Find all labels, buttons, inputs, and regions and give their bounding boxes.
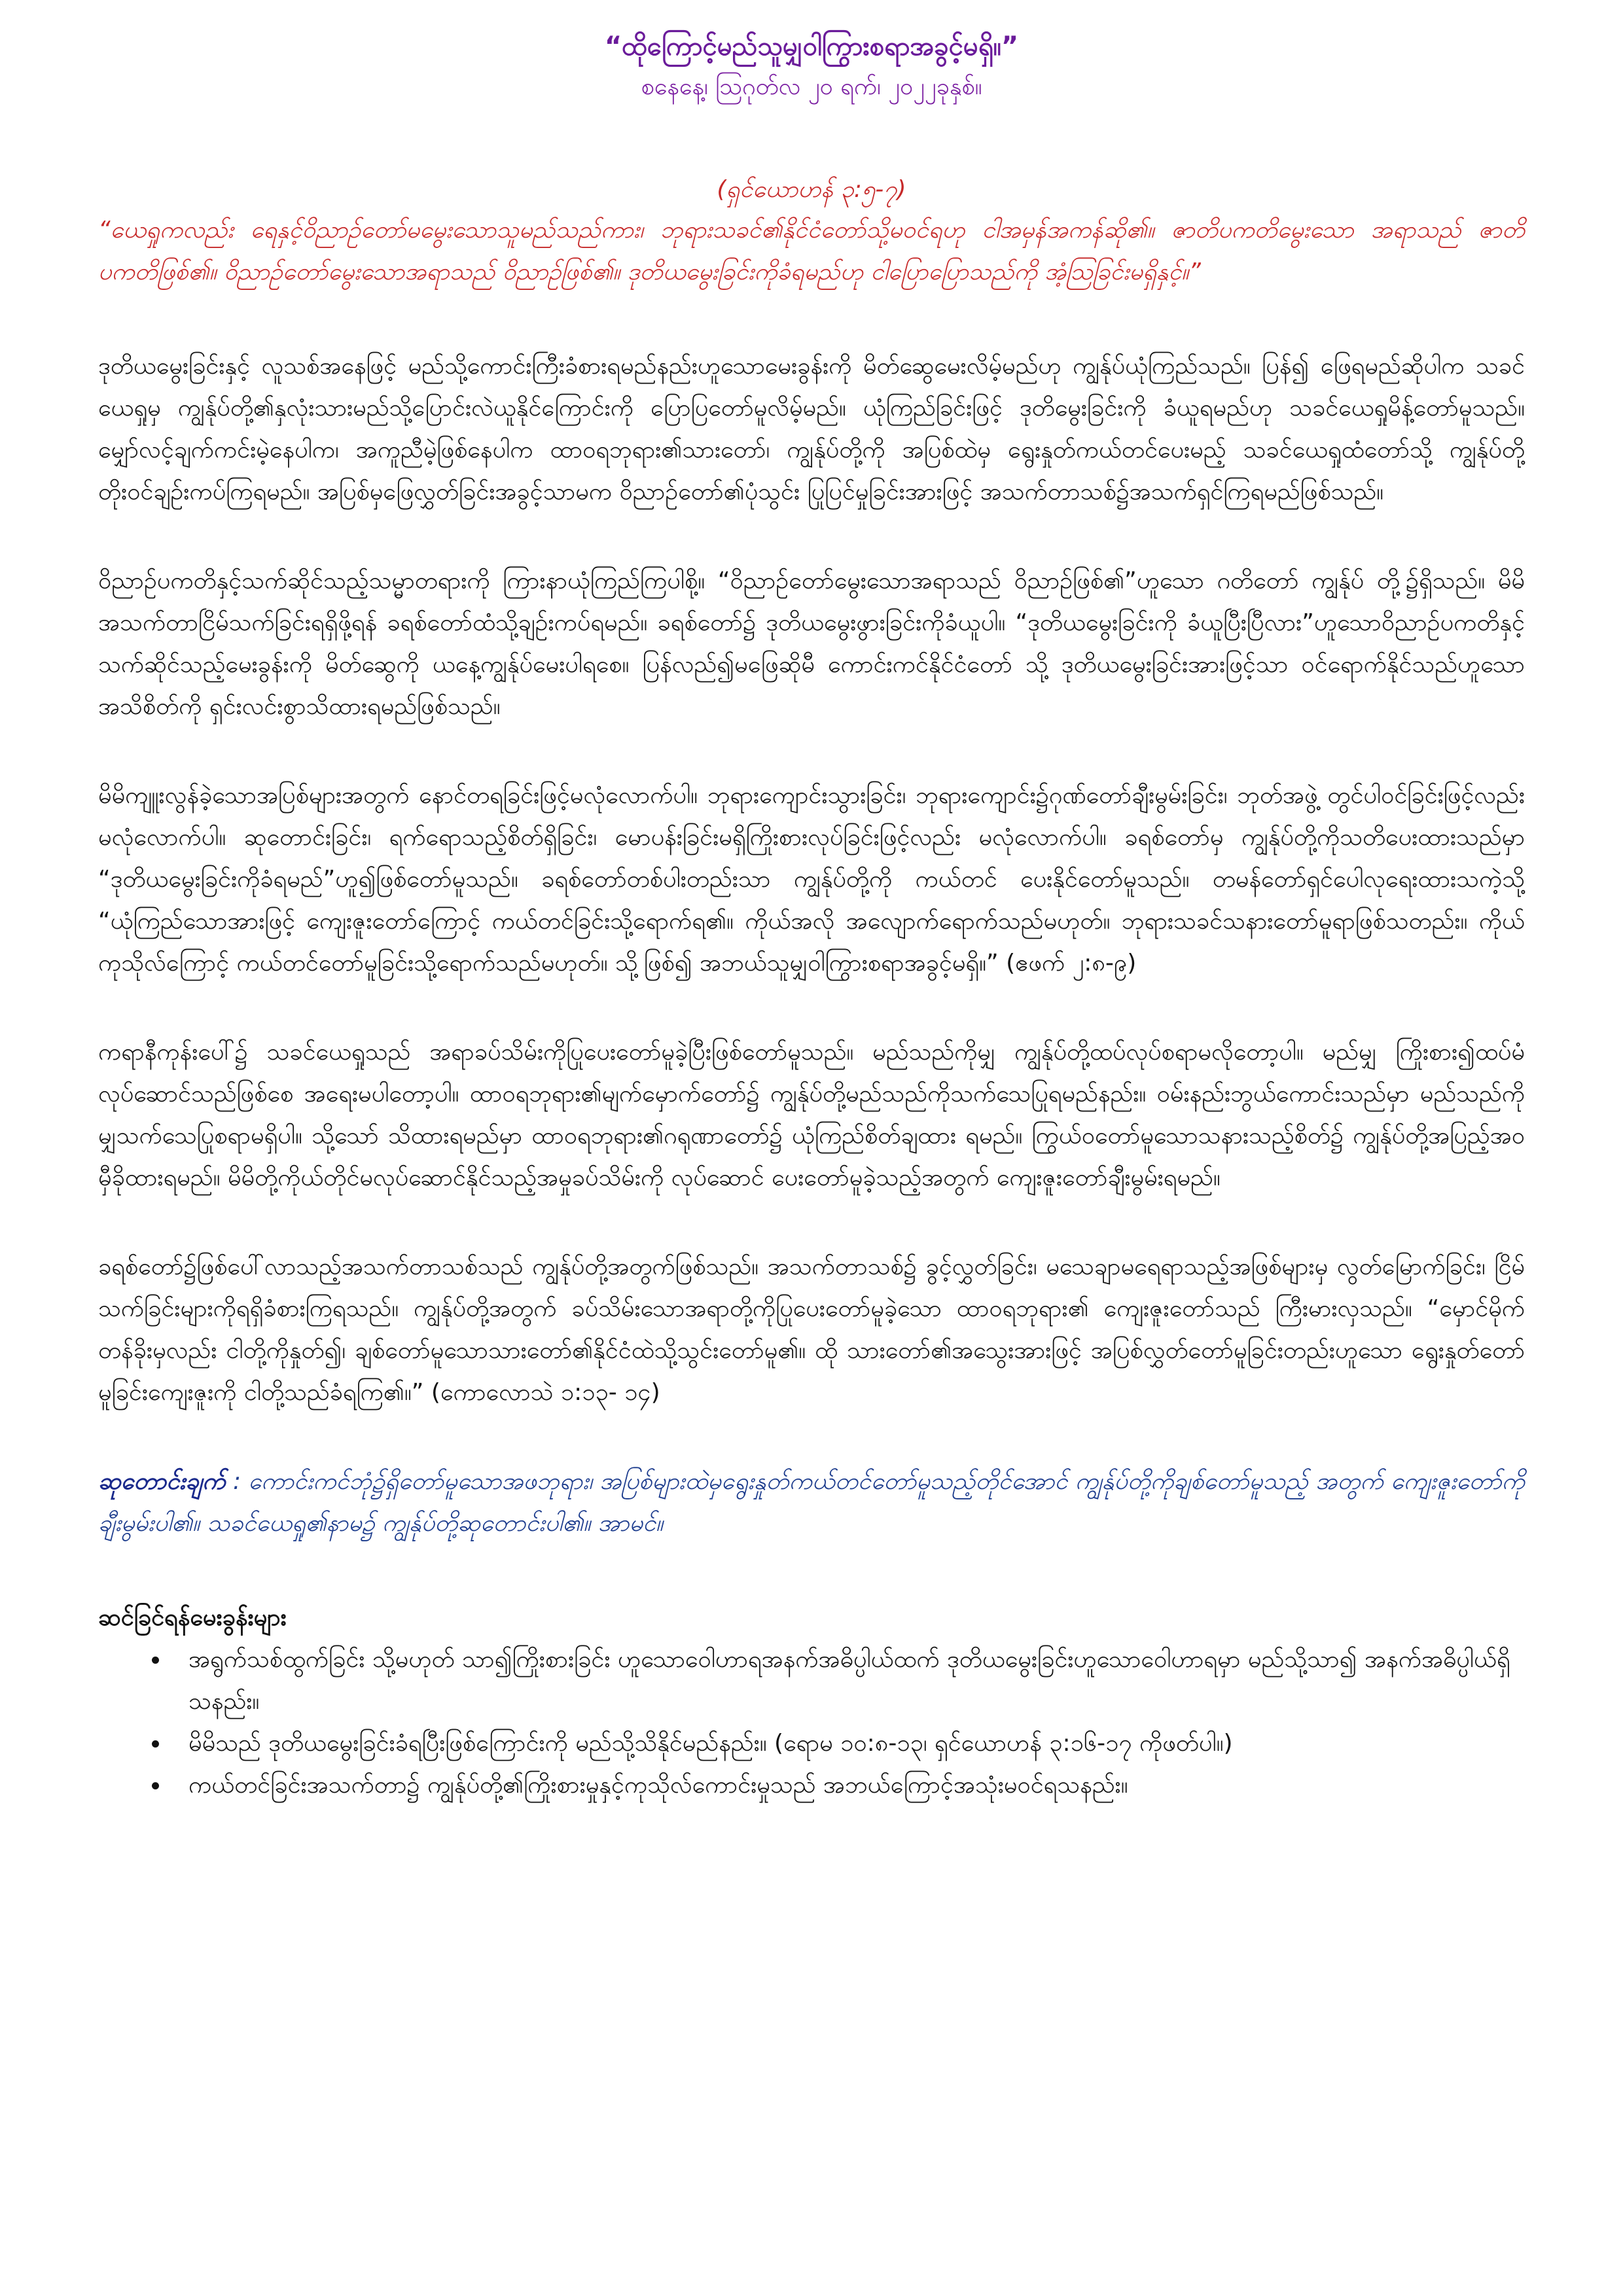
devotion-date: စနေနေ့၊ ဩဂုတ်လ ၂၀ ရက်၊ ၂၀၂၂ခုနှစ်။ bbox=[641, 73, 982, 100]
body-paragraph-1: ဒုတိယမွေးခြင်းနှင့် လူသစ်အနေဖြင့် မည်သို့ကောင်းကြီးခံစားရမည်နည်းဟူသောမေးခွန်းကို မိတ်ဆွေမေးလိမ့်မည်ဟု ကျွန်ုပ်ယုံကြည်သည်။ ပြန်၍ ဖြေရမည်ဆိုပါက သခင်ယေရှုမှ ကျွန်ုပ်တို့၏နှလုံးသားမည်သို့ပြောင်းလဲယူနိုင်ကြောင်းကို ပြောပြတော်မူလိမ့်မည်။ ယုံကြည်ခြင်းဖြင့် ဒုတိမွေးခြင်းကို ခံယူရမည်ဟု သခင်ယေရှုမိန့်တော်မူသည်။ မျှော်လင့်ချက်ကင်းမဲ့နေပါက၊ အကူညီမဲ့ဖြစ်နေပါက ထာဝရဘုရား၏သားတော်၊ ကျွန်ုပ်တို့ကို အပြစ်ထဲမှ ရွေးနှုတ်ကယ်တင်ပေးမည့် သခင်ယေရှုထံတော်သို့ ကျွန်ုပ်တို့တိုးဝင်ချဉ်းကပ်ကြရမည်။ အပြစ်မှဖြေလွှတ်ခြင်းအခွင့်သာမက ဝိညာဉ်တော်၏ပုံသွင်း ပြုပြင်မှုခြင်းအားဖြင့် အသက်တာသစ်၌အသက်ရှင်ကြရမည်ဖြစ်သည်။ bbox=[98, 353, 1525, 505]
scripture-reference: (ရှင်ယောဟန် ၃:၅-၇) bbox=[717, 176, 906, 203]
list-item: • ကယ်တင်ခြင်းအသက်တာ၌ ကျွန်ုပ်တို့၏ကြိုးစားမှုနှင့်ကုသိုလ်ကောင်းမှုသည် အဘယ်ကြောင့်အသုံးမဝင်ရသနည်း။ bbox=[170, 1765, 1525, 1806]
prayer-label: ဆုတောင်းချက် bbox=[98, 1468, 226, 1495]
body-paragraph-2: ဝိညာဉ်ပကတိနှင့်သက်ဆိုင်သည့်သမ္မာတရားကို ကြားနာယုံကြည်ကြပါစို့။ “ဝိညာဉ်တော်မွေးသောအရာသည် ဝိညာဉ်ဖြစ်၏”ဟူသော ဂတိတော် ကျွန်ုပ် တို့၌ရှိသည်။ မိမိအသက်တာငြိမ်သက်ခြင်းရရှိဖို့ရန် ခရစ်တော်ထံသို့ချဉ်းကပ်ရမည်။ ခရစ်တော်၌ ဒုတိယမွေးဖွားခြင်းကိုခံယူပါ။ “ဒုတိယမွေးခြင်းကို ခံယူပြီးပြီလား”ဟူသောဝိညာဉ်ပကတိနှင့်သက်ဆိုင်သည့်မေးခွန်းကို မိတ်ဆွေကို ယနေ့ကျွန်ုပ်မေးပါရစေ။ ပြန်လည်၍မဖြေဆိုမီ ကောင်းကင်နိုင်ငံတော် သို့ ဒုတိယမွေးခြင်းအားဖြင့်သာ ဝင်ရောက်နိုင်သည်ဟူသော အသိစိတ်ကို ရှင်းလင်းစွာသိထားရမည်ဖြစ်သည်။ bbox=[98, 567, 1525, 720]
prayer-separator: : bbox=[225, 1468, 249, 1495]
body-paragraph-3: မိမိကျူးလွန်ခဲ့သောအပြစ်များအတွက် နောင်တရခြင်းဖြင့်မလုံလောက်ပါ။ ဘုရားကျောင်းသွားခြင်း၊ ဘုရားကျောင်း၌ဂုဏ်တော်ချီးမွမ်းခြင်း၊ ဘုတ်အဖွဲ့ တွင်ပါဝင်ခြင်းဖြင့်လည်းမလုံလောက်ပါ။ ဆုတောင်းခြင်း၊ ရက်ရောသည့်စိတ်ရှိခြင်း၊ မောပန်းခြင်းမရှိကြိုးစားလုပ်ခြင်းဖြင့်လည်း မလုံလောက်ပါ။ ခရစ်တော်မှ ကျွန်ုပ်တို့ကိုသတိပေးထားသည်မှာ “ဒုတိယမွေးခြင်းကိုခံရမည်”ဟူ၍ဖြစ်တော်မူသည်။ ခရစ်တော်တစ်ပါးတည်းသာ ကျွန်ုပ်တို့ကို ကယ်တင် ပေးနိုင်တော်မူသည်။ တမန်တော်ရှင်ပေါလုရေးထားသကဲ့သို့ “ယုံကြည်သောအားဖြင့် ကျေးဇူးတော်ကြောင့် ကယ်တင်ခြင်းသို့ရောက်ရ၏။ ကိုယ်အလို အလျောက်ရောက်သည်မဟုတ်။ ဘုရားသခင်သနားတော်မူရာဖြစ်သတည်း။ ကိုယ်ကုသိုလ်ကြောင့် ကယ်တင်တော်မူခြင်းသို့ရောက်သည်မဟုတ်။ သို့ဖြစ်၍ အဘယ်သူမျှဝါကြွားစရာအခွင့်မရှိ။” (ဧဖက် ၂:၈-၉) bbox=[98, 782, 1525, 977]
devotional-page bbox=[98, 26, 1525, 1806]
questions-title: ဆင်ခြင်ရန်မေးခွန်းများ bbox=[98, 1604, 287, 1631]
body-paragraph-4: ကရာနီကုန်းပေါ်၌ သခင်ယေရှုသည် အရာခပ်သိမ်းကိုပြုပေးတော်မူခဲ့ပြီးဖြစ်တော်မူသည်။ မည်သည်ကိုမျှ ကျွန်ုပ်တို့ထပ်လုပ်စရာမလိုတော့ပါ။ မည်မျှ ကြိုးစား၍ထပ်မံလုပ်ဆောင်သည်ဖြစ်စေ အရေးမပါတော့ပါ။ ထာဝရဘုရား၏မျက်မှောက်တော်၌ ကျွန်ုပ်တို့မည်သည်ကိုသက်သေပြုရမည်နည်း။ ဝမ်းနည်းဘွယ်ကောင်းသည်မှာ မည်သည်ကိုမျှသက်သေပြုစရာမရှိပါ။ သို့သော် သိထားရမည်မှာ ထာဝရဘုရား၏ဂရုဏာတော်၌ ယုံကြည်စိတ်ချထား ရမည်။ ကြွယ်ဝတော်မူသောသနားသည့်စိတ်၌ ကျွန်ုပ်တို့အပြည့်အဝမှီခိုထားရမည်။ မိမိတို့ကိုယ်တိုင်မလုပ်ဆောင်နိုင်သည့်အမှုခပ်သိမ်းကို လုပ်ဆောင် ပေးတော်မူခဲ့သည့်အတွက် ကျေးဇူးတော်ချီးမွမ်းရမည်။ bbox=[98, 1039, 1525, 1191]
prayer-block bbox=[98, 1461, 1525, 1545]
scripture-text: “ယေရှုကလည်း ရေနှင့်ဝိညာဉ်တော်မမွေးသောသူမည်သည်ကား၊ ဘုရားသခင်၏နိုင်ငံတော်သို့မဝင်ရဟု ငါအမှန်အကန်ဆို၏။ ဇာတိပကတိမွေးသော အရာသည် ဇာတိပကတိဖြစ်၏။ ဝိညာဉ်တော်မွေးသောအရာသည် ဝိညာဉ်ဖြစ်၏။ ဒုတိယမွေးခြင်းကိုခံရမည်ဟု ငါပြောပြောသည်ကို အံ့သြခြင်းမရှိနှင့်။” bbox=[98, 217, 1525, 285]
list-item: • အရွက်သစ်ထွက်ခြင်း သို့မဟုတ် သာ၍ကြိုးစားခြင်း ဟူသောဝေါဟာရအနက်အဓိပ္ပါယ်ထက် ဒုတိယမွေးခြင်းဟူသောဝေါဟာရမှာ မည်သို့သာ၍ အနက်အဓိပ္ပါယ်ရှိသနည်း။ bbox=[170, 1639, 1525, 1723]
body-paragraph-5: ခရစ်တော်၌ဖြစ်ပေါ်လာသည့်အသက်တာသစ်သည် ကျွန်ုပ်တို့အတွက်ဖြစ်သည်။ အသက်တာသစ်၌ ခွင့်လွှတ်ခြင်း၊ မသေချာမရေရာသည့်အဖြစ်များမှ လွတ်မြောက်ခြင်း၊ ငြိမ်သက်ခြင်းများကိုရရှိခံစားကြရသည်။ ကျွန်ုပ်တို့အတွက် ခပ်သိမ်းသောအရာတို့ကိုပြုပေးတော်မူခဲ့သော ထာဝရဘုရား၏ ကျေးဇူးတော်သည် ကြီးမားလှသည်။ “မှောင်မိုက်တန်ခိုးမှလည်း ငါတို့ကိုနှုတ်၍၊ ချစ်တော်မူသောသားတော်၏နိုင်ငံထဲသို့သွင်းတော်မူ၏။ ထို သားတော်၏အသွေးအားဖြင့် အပြစ်လွှတ်တော်မူခြင်းတည်းဟူသော ရွေးနှုတ်တော်မူခြင်းကျေးဇူးကို ငါတို့သည်ခံရကြ၏။” (ကောလောသဲ ၁:၁၃- ၁၄) bbox=[98, 1253, 1525, 1406]
devotion-title: “ထိုကြောင့်မည်သူမျှဝါကြွားစရာအခွင့်မရှိ။” bbox=[604, 31, 1019, 62]
prayer-text: ကောင်းကင်ဘုံ၌ရှိတော်မူသောအဖဘုရား၊ အပြစ်များထဲမှရွေးနှုတ်ကယ်တင်တော်မူသည့်တိုင်အောင် ကျွန်ုပ်တို့ကိုချစ်တော်မူသည့် အတွက် ကျေးဇူးတော်ကိုချီးမွမ်းပါ၏။ သခင်ယေရှု၏နာမ၌ ကျွန်ုပ်တို့ဆုတောင်းပါ၏။ အာမင်။ bbox=[98, 1468, 1525, 1537]
questions-list bbox=[98, 1639, 1525, 1806]
list-item: • မိမိသည် ဒုတိယမွေးခြင်းခံရပြီးဖြစ်ကြောင်းကို မည်သို့သိနိုင်မည်နည်း။ (ရောမ ၁၀:၈-၁၃၊ ရှင်ယောဟန် ၃:၁၆-၁၇ ကိုဖတ်ပါ။) bbox=[170, 1723, 1525, 1765]
